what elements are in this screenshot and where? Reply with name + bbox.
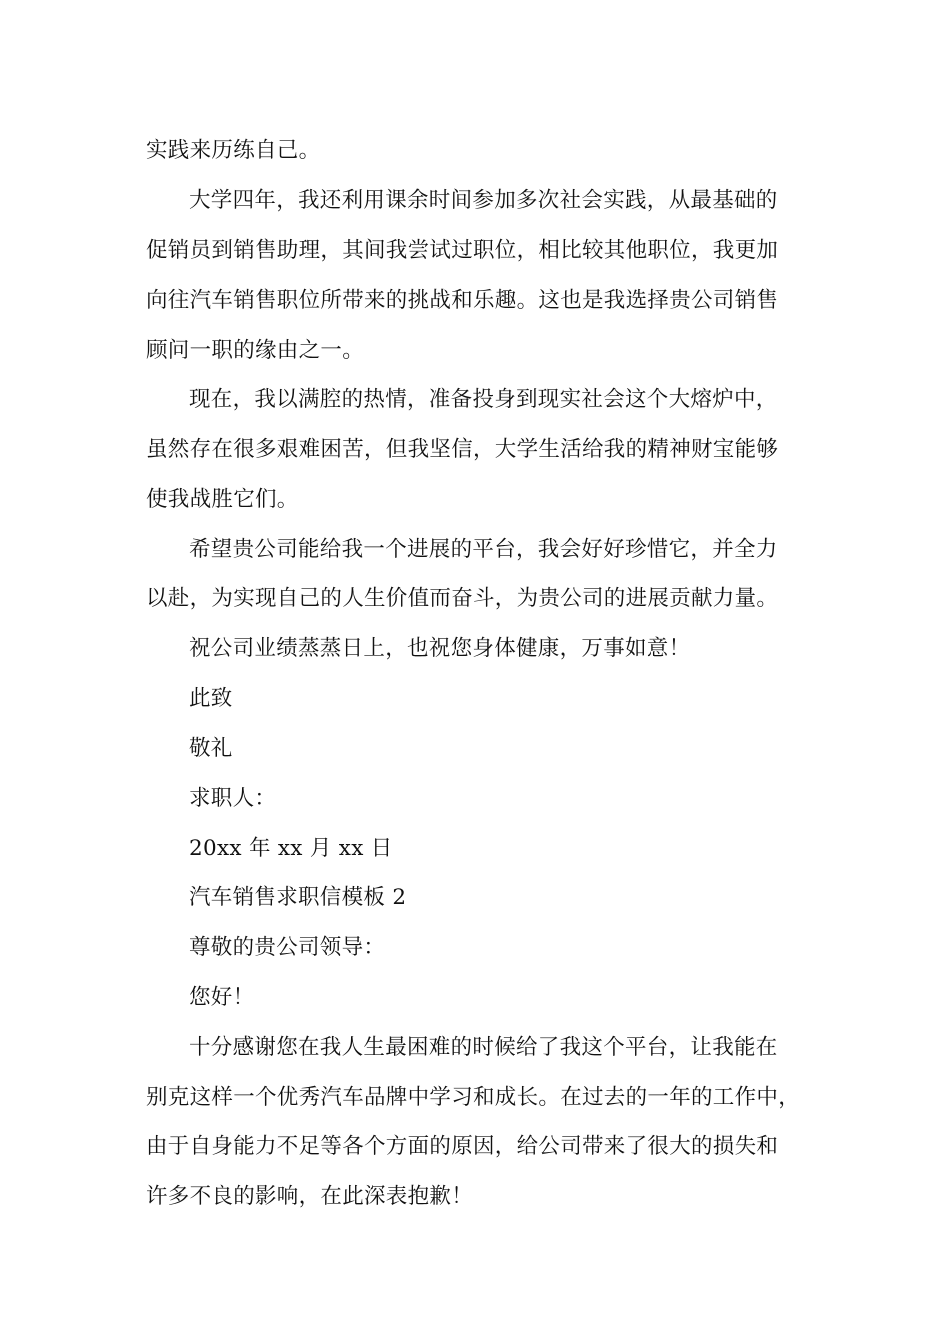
text-line-16: 汽车销售求职信模板 2 xyxy=(189,885,407,910)
text-line-17: 尊敬的贵公司领导： xyxy=(189,935,386,960)
text-line-19: 十分感谢您在我人生最困难的时候给了我这个平台，让我能在 xyxy=(189,1035,778,1060)
text-line-12: 此致 xyxy=(189,686,233,711)
text-line-21: 由于自身能力不足等各个方面的原因，给公司带来了很大的损失和 xyxy=(146,1134,779,1159)
text-line-9: 希望贵公司能给我一个进展的平台，我会好好珍惜它，并全力 xyxy=(189,537,778,562)
text-line-8: 使我战胜它们。 xyxy=(146,487,299,512)
text-line-14: 求职人： xyxy=(189,786,277,811)
text-line-3: 促销员到销售助理，其间我尝试过职位，相比较其他职位，我更加 xyxy=(146,238,779,263)
text-line-20: 别克这样一个优秀汽车品牌中学习和成长。在过去的一年的工作中， xyxy=(146,1085,801,1110)
text-line-4: 向往汽车销售职位所带来的挑战和乐趣。这也是我选择贵公司销售 xyxy=(146,288,779,313)
text-line-6: 现在，我以满腔的热情，准备投身到现实社会这个大熔炉中， xyxy=(189,387,778,412)
text-line-11: 祝公司业绩蒸蒸日上，也祝您身体健康，万事如意！ xyxy=(189,636,691,661)
text-line-2: 大学四年，我还利用课余时间参加多次社会实践，从最基础的 xyxy=(189,188,778,213)
text-line-15: 20xx 年 xx 月 xx 日 xyxy=(189,836,393,861)
text-line-7: 虽然存在很多艰难困苦，但我坚信，大学生活给我的精神财宝能够 xyxy=(146,437,779,462)
text-line-1: 实践来历练自己。 xyxy=(146,138,321,163)
text-line-13: 敬礼 xyxy=(189,736,233,761)
text-line-22: 许多不良的影响，在此深表抱歉！ xyxy=(146,1184,474,1209)
text-line-10: 以赴，为实现自己的人生价值而奋斗，为贵公司的进展贡献力量。 xyxy=(146,586,779,611)
text-line-18: 您好！ xyxy=(189,985,255,1010)
text-line-5: 顾问一职的缘由之一。 xyxy=(146,338,365,363)
